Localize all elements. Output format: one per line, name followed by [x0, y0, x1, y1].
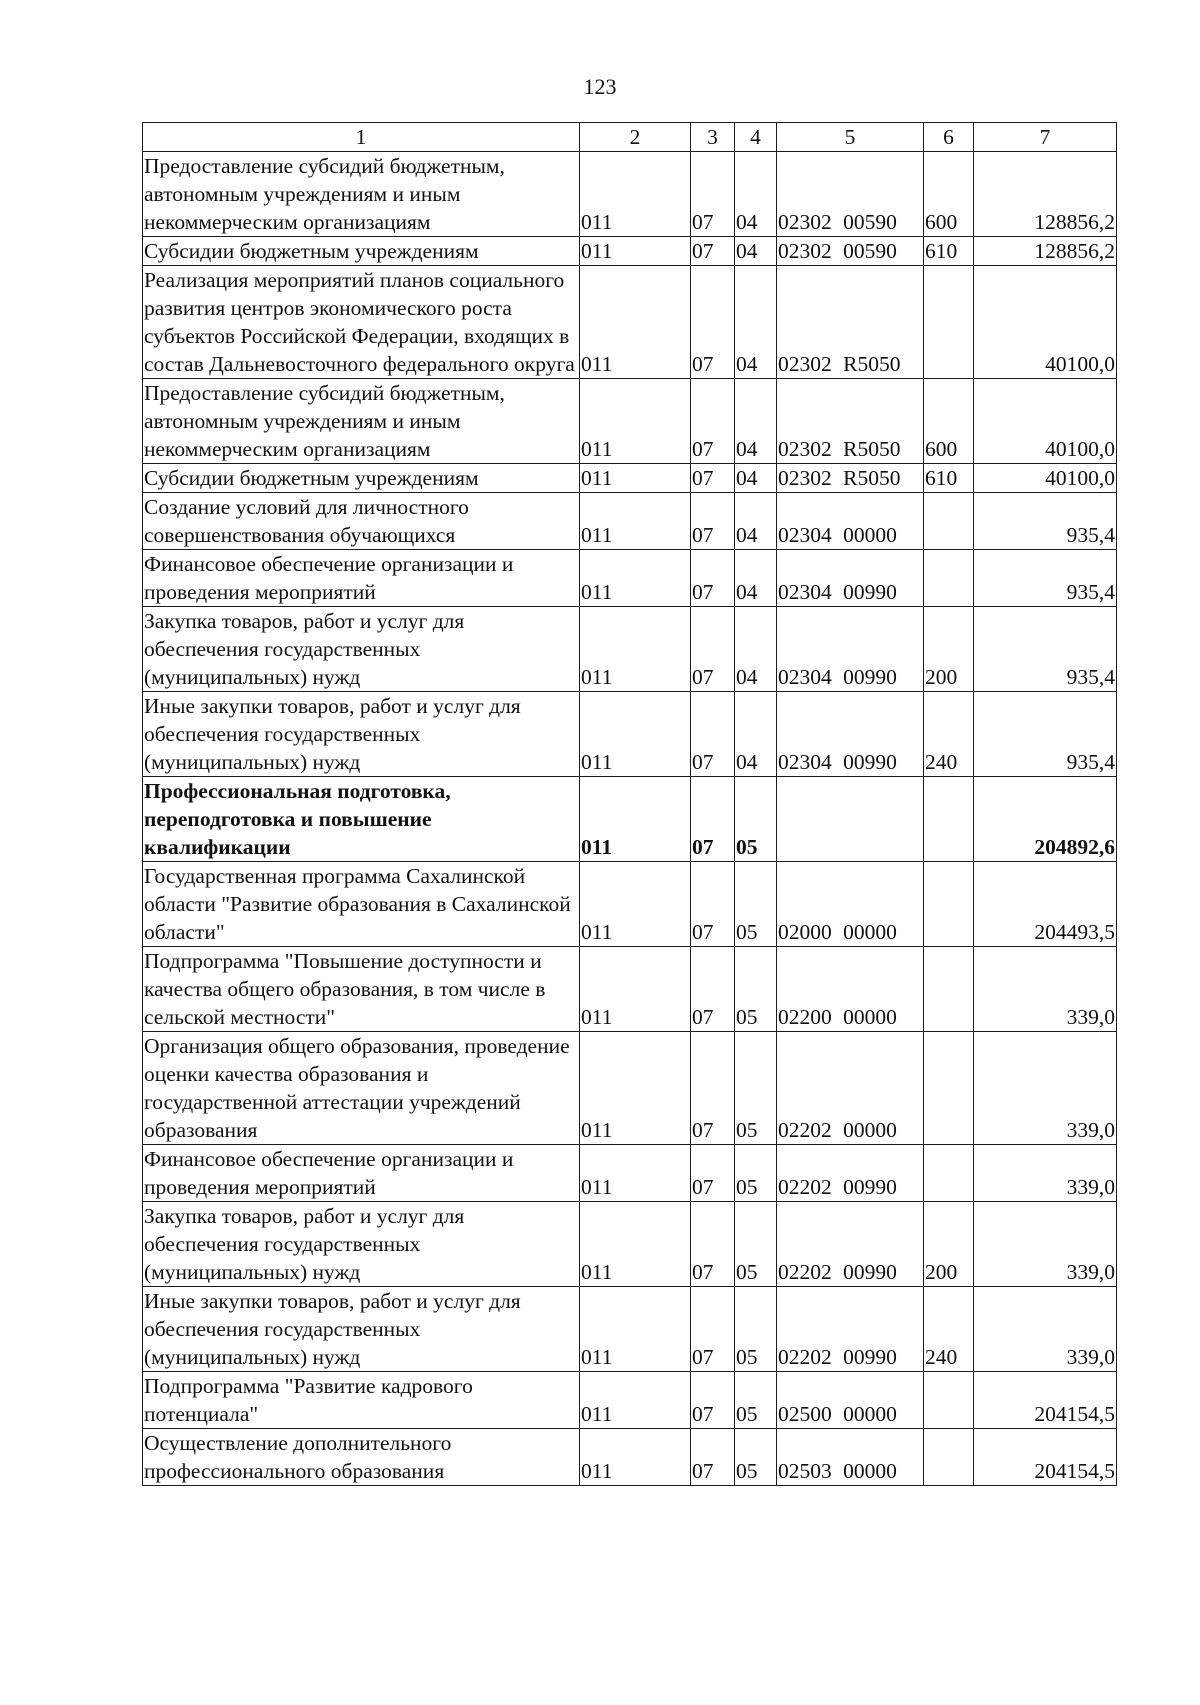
table-row: [143, 266, 1117, 379]
row-target-cell: 02500 00000: [777, 1372, 924, 1429]
table-row: [143, 692, 1117, 777]
table-row: [143, 1202, 1117, 1287]
row-target-cell: 02503 00000: [777, 1429, 924, 1486]
row-amount-cell: 128856,2: [974, 152, 1117, 237]
row-section-cell: 07: [691, 947, 735, 1032]
table-row: [143, 237, 1117, 266]
row-subsection-cell: 05: [735, 862, 777, 947]
row-section-cell: 07: [691, 266, 735, 379]
row-ministry-cell: 011: [580, 1429, 691, 1486]
row-name-cell: Профессиональная подготовка, переподготовка и повышение квалификации: [143, 777, 580, 862]
row-amount-cell: 935,4: [974, 607, 1117, 692]
row-amount-cell: 40100,0: [974, 464, 1117, 493]
table-row: [143, 1429, 1117, 1486]
row-kind-cell: [924, 1145, 974, 1202]
row-section-cell: 07: [691, 777, 735, 862]
row-section-cell: 07: [691, 1429, 735, 1486]
row-ministry-cell: 011: [580, 692, 691, 777]
row-name-cell: Подпрограмма "Повышение доступности и качества общего образования, в том числе в сельской местности": [143, 947, 580, 1032]
row-target-cell: 02202 00000: [777, 1032, 924, 1145]
row-ministry-cell: 011: [580, 379, 691, 464]
row-section-cell: 07: [691, 237, 735, 266]
row-amount-cell: 128856,2: [974, 237, 1117, 266]
row-kind-cell: 240: [924, 1287, 974, 1372]
row-name-cell: Осуществление дополнительного профессионального образования: [143, 1429, 580, 1486]
row-ministry-cell: 011: [580, 266, 691, 379]
table-header: [143, 123, 1117, 152]
column-header-7: 7: [974, 123, 1117, 152]
row-name-cell: Государственная программа Сахалинской области "Развитие образования в Сахалинской области": [143, 862, 580, 947]
row-section-cell: 07: [691, 379, 735, 464]
row-kind-cell: [924, 1372, 974, 1429]
budget-table: [142, 122, 1117, 1486]
row-subsection-cell: 04: [735, 266, 777, 379]
row-ministry-cell: 011: [580, 777, 691, 862]
row-section-cell: 07: [691, 550, 735, 607]
row-subsection-cell: 05: [735, 1032, 777, 1145]
table-row: [143, 862, 1117, 947]
row-name-cell: Иные закупки товаров, работ и услуг для обеспечения государственных (муниципальных) нужд: [143, 1287, 580, 1372]
row-subsection-cell: 04: [735, 550, 777, 607]
row-kind-cell: [924, 862, 974, 947]
row-subsection-cell: 04: [735, 464, 777, 493]
row-ministry-cell: 011: [580, 493, 691, 550]
row-subsection-cell: 04: [735, 379, 777, 464]
table-row: [143, 379, 1117, 464]
row-target-cell: 02302 R5050: [777, 266, 924, 379]
table-row: [143, 152, 1117, 237]
row-kind-cell: 240: [924, 692, 974, 777]
row-ministry-cell: 011: [580, 550, 691, 607]
row-kind-cell: [924, 493, 974, 550]
row-name-cell: Предоставление субсидий бюджетным, автономным учреждениям и иным некоммерческим организациям: [143, 152, 580, 237]
row-subsection-cell: 04: [735, 237, 777, 266]
table-row: [143, 1287, 1117, 1372]
column-header-1: 1: [143, 123, 580, 152]
row-target-cell: 02302 00590: [777, 237, 924, 266]
page-number: 123: [583, 74, 617, 99]
table-row: [143, 607, 1117, 692]
row-ministry-cell: 011: [580, 1372, 691, 1429]
row-section-cell: 07: [691, 607, 735, 692]
row-amount-cell: 204493,5: [974, 862, 1117, 947]
row-amount-cell: 204154,5: [974, 1372, 1117, 1429]
row-amount-cell: 204892,6: [974, 777, 1117, 862]
row-amount-cell: 204154,5: [974, 1429, 1117, 1486]
row-section-cell: 07: [691, 464, 735, 493]
row-ministry-cell: 011: [580, 607, 691, 692]
table-row: [143, 1372, 1117, 1429]
row-target-cell: [777, 777, 924, 862]
row-subsection-cell: 04: [735, 493, 777, 550]
row-subsection-cell: 05: [735, 947, 777, 1032]
row-amount-cell: 40100,0: [974, 266, 1117, 379]
row-name-cell: Реализация мероприятий планов социального развития центров экономического роста субъектов Российской Федерации, входящих в состав Дальневосточного федерального округа: [143, 266, 580, 379]
row-name-cell: Финансовое обеспечение организации и проведения мероприятий: [143, 1145, 580, 1202]
table-row: [143, 1145, 1117, 1202]
row-amount-cell: 935,4: [974, 692, 1117, 777]
row-ministry-cell: 011: [580, 1145, 691, 1202]
row-ministry-cell: 011: [580, 1287, 691, 1372]
row-kind-cell: [924, 1429, 974, 1486]
row-name-cell: Финансовое обеспечение организации и проведения мероприятий: [143, 550, 580, 607]
row-amount-cell: 935,4: [974, 550, 1117, 607]
row-name-cell: Предоставление субсидий бюджетным, автономным учреждениям и иным некоммерческим организациям: [143, 379, 580, 464]
row-section-cell: 07: [691, 862, 735, 947]
row-section-cell: 07: [691, 1202, 735, 1287]
row-subsection-cell: 05: [735, 777, 777, 862]
row-target-cell: 02304 00000: [777, 493, 924, 550]
row-target-cell: 02302 00590: [777, 152, 924, 237]
row-kind-cell: [924, 947, 974, 1032]
row-name-cell: Субсидии бюджетным учреждениям: [143, 464, 580, 493]
row-section-cell: 07: [691, 1032, 735, 1145]
row-kind-cell: 200: [924, 607, 974, 692]
row-name-cell: Субсидии бюджетным учреждениям: [143, 237, 580, 266]
column-header-4: 4: [735, 123, 777, 152]
row-subsection-cell: 04: [735, 607, 777, 692]
row-subsection-cell: 05: [735, 1429, 777, 1486]
row-kind-cell: 600: [924, 379, 974, 464]
row-target-cell: 02302 R5050: [777, 379, 924, 464]
column-header-5: 5: [777, 123, 924, 152]
row-target-cell: 02302 R5050: [777, 464, 924, 493]
row-kind-cell: [924, 550, 974, 607]
row-target-cell: 02304 00990: [777, 550, 924, 607]
row-subsection-cell: 04: [735, 692, 777, 777]
row-name-cell: Иные закупки товаров, работ и услуг для обеспечения государственных (муниципальных) нужд: [143, 692, 580, 777]
row-target-cell: 02202 00990: [777, 1202, 924, 1287]
row-target-cell: 02200 00000: [777, 947, 924, 1032]
row-kind-cell: 610: [924, 464, 974, 493]
header-row: [143, 123, 1117, 152]
row-subsection-cell: 05: [735, 1202, 777, 1287]
row-amount-cell: 40100,0: [974, 379, 1117, 464]
row-amount-cell: 339,0: [974, 1032, 1117, 1145]
row-target-cell: 02304 00990: [777, 607, 924, 692]
table-body: [143, 152, 1117, 1486]
table-row: [143, 550, 1117, 607]
row-kind-cell: 200: [924, 1202, 974, 1287]
row-ministry-cell: 011: [580, 152, 691, 237]
row-name-cell: Подпрограмма "Развитие кадрового потенциала": [143, 1372, 580, 1429]
table-row: [143, 1032, 1117, 1145]
row-section-cell: 07: [691, 493, 735, 550]
row-ministry-cell: 011: [580, 1202, 691, 1287]
column-header-6: 6: [924, 123, 974, 152]
row-name-cell: Закупка товаров, работ и услуг для обеспечения государственных (муниципальных) нужд: [143, 607, 580, 692]
row-target-cell: 02000 00000: [777, 862, 924, 947]
table-row: [143, 777, 1117, 862]
row-subsection-cell: 04: [735, 152, 777, 237]
row-section-cell: 07: [691, 1287, 735, 1372]
row-ministry-cell: 011: [580, 947, 691, 1032]
row-target-cell: 02202 00990: [777, 1145, 924, 1202]
row-amount-cell: 339,0: [974, 947, 1117, 1032]
row-subsection-cell: 05: [735, 1145, 777, 1202]
row-section-cell: 07: [691, 692, 735, 777]
row-target-cell: 02202 00990: [777, 1287, 924, 1372]
row-kind-cell: [924, 1032, 974, 1145]
table-row: [143, 464, 1117, 493]
row-subsection-cell: 05: [735, 1372, 777, 1429]
row-amount-cell: 935,4: [974, 493, 1117, 550]
table-row: [143, 947, 1117, 1032]
row-kind-cell: [924, 266, 974, 379]
row-ministry-cell: 011: [580, 237, 691, 266]
row-target-cell: 02304 00990: [777, 692, 924, 777]
row-subsection-cell: 05: [735, 1287, 777, 1372]
row-section-cell: 07: [691, 152, 735, 237]
row-name-cell: Закупка товаров, работ и услуг для обеспечения государственных (муниципальных) нужд: [143, 1202, 580, 1287]
row-section-cell: 07: [691, 1372, 735, 1429]
row-amount-cell: 339,0: [974, 1145, 1117, 1202]
row-ministry-cell: 011: [580, 464, 691, 493]
row-kind-cell: 600: [924, 152, 974, 237]
row-kind-cell: [924, 777, 974, 862]
row-kind-cell: 610: [924, 237, 974, 266]
row-ministry-cell: 011: [580, 862, 691, 947]
column-header-2: 2: [580, 123, 691, 152]
row-ministry-cell: 011: [580, 1032, 691, 1145]
row-amount-cell: 339,0: [974, 1202, 1117, 1287]
row-amount-cell: 339,0: [974, 1287, 1117, 1372]
row-name-cell: Организация общего образования, проведение оценки качества образования и государственной аттестации учреждений образования: [143, 1032, 580, 1145]
row-section-cell: 07: [691, 1145, 735, 1202]
column-header-3: 3: [691, 123, 735, 152]
table-row: [143, 493, 1117, 550]
row-name-cell: Создание условий для личностного совершенствования обучающихся: [143, 493, 580, 550]
